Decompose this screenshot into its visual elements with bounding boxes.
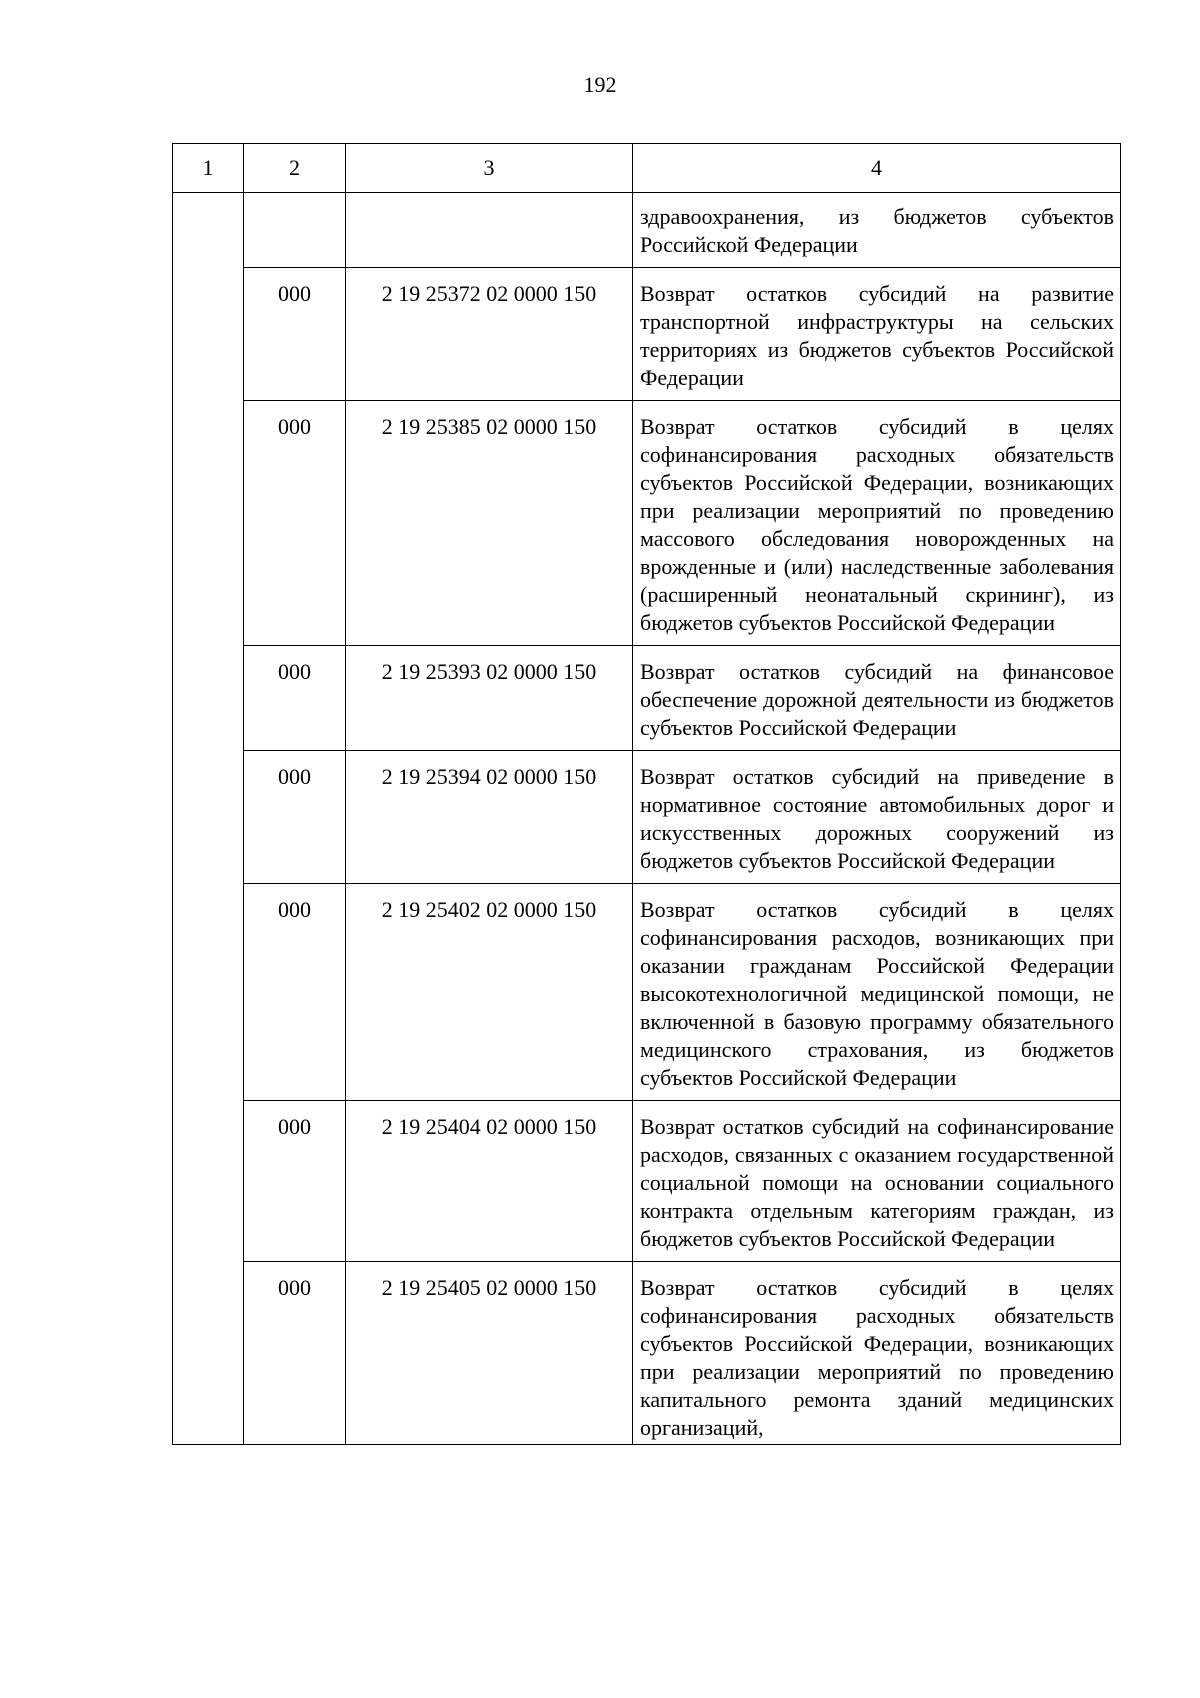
admin-cell: 000 bbox=[244, 1101, 346, 1262]
code-cell: 2 19 25402 02 0000 150 bbox=[346, 884, 633, 1101]
table-row bbox=[173, 751, 1121, 884]
code-cell bbox=[346, 193, 633, 268]
table-row bbox=[173, 401, 1121, 646]
table-row bbox=[173, 884, 1121, 1101]
description-cell: Возврат остатков субсидий в целях софинансирования расходов, возникающих при оказании гражданам Российской Федерации высокотехнологичной медицинской помощи, не включенной в базовую программу обязательного медицинского страхования, из бюджетов субъектов Российской Федерации bbox=[633, 884, 1121, 1101]
description-cell: Возврат остатков субсидий на софинансирование расходов, связанных с оказанием государственной социальной помощи на основании социального контракта отдельным категориям граждан, из бюджетов субъектов Российской Федерации bbox=[633, 1101, 1121, 1262]
admin-cell: 000 bbox=[244, 751, 346, 884]
page-number: 192 bbox=[583, 72, 617, 97]
admin-cell: 000 bbox=[244, 401, 346, 646]
table-row bbox=[173, 268, 1121, 401]
table-row-continuation bbox=[173, 193, 1121, 268]
admin-cell: 000 bbox=[244, 1262, 346, 1445]
table-row bbox=[173, 646, 1121, 751]
description-cell: здравоохранения, из бюджетов субъектов Российской Федерации bbox=[633, 193, 1121, 268]
code-cell: 2 19 25394 02 0000 150 bbox=[346, 751, 633, 884]
admin-cell: 000 bbox=[244, 884, 346, 1101]
table-row bbox=[173, 1262, 1121, 1445]
header-col-1: 1 bbox=[173, 144, 244, 193]
description-cell: Возврат остатков субсидий на приведение в нормативное состояние автомобильных дорог и искусственных дорожных сооружений из бюджетов субъектов Российской Федерации bbox=[633, 751, 1121, 884]
description-cell: Возврат остатков субсидий на развитие транспортной инфраструктуры на сельских территориях из бюджетов субъектов Российской Федерации bbox=[633, 268, 1121, 401]
header-col-2: 2 bbox=[244, 144, 346, 193]
table-row bbox=[173, 1101, 1121, 1262]
code-cell: 2 19 25404 02 0000 150 bbox=[346, 1101, 633, 1262]
budget-classification-table bbox=[172, 143, 1121, 1445]
description-cell: Возврат остатков субсидий на финансовое обеспечение дорожной деятельности из бюджетов субъектов Российской Федерации bbox=[633, 646, 1121, 751]
admin-cell: 000 bbox=[244, 646, 346, 751]
code-cell: 2 19 25372 02 0000 150 bbox=[346, 268, 633, 401]
description-cell: Возврат остатков субсидий в целях софинансирования расходных обязательств субъектов Российской Федерации, возникающих при реализации мероприятий по проведению капитального ремонта зданий медицинских организаций, bbox=[633, 1262, 1121, 1445]
col-1-merged-cell bbox=[173, 193, 244, 1445]
table-header-row bbox=[173, 144, 1121, 193]
admin-cell bbox=[244, 193, 346, 268]
admin-cell: 000 bbox=[244, 268, 346, 401]
description-cell: Возврат остатков субсидий в целях софинансирования расходных обязательств субъектов Российской Федерации, возникающих при реализации мероприятий по проведению массового обследования новорожденных на врожденные и (или) наследственные заболевания (расширенный неонатальный скрининг), из бюджетов субъектов Российской Федерации bbox=[633, 401, 1121, 646]
code-cell: 2 19 25393 02 0000 150 bbox=[346, 646, 633, 751]
header-col-3: 3 bbox=[346, 144, 633, 193]
code-cell: 2 19 25385 02 0000 150 bbox=[346, 401, 633, 646]
header-col-4: 4 bbox=[633, 144, 1121, 193]
code-cell: 2 19 25405 02 0000 150 bbox=[346, 1262, 633, 1445]
